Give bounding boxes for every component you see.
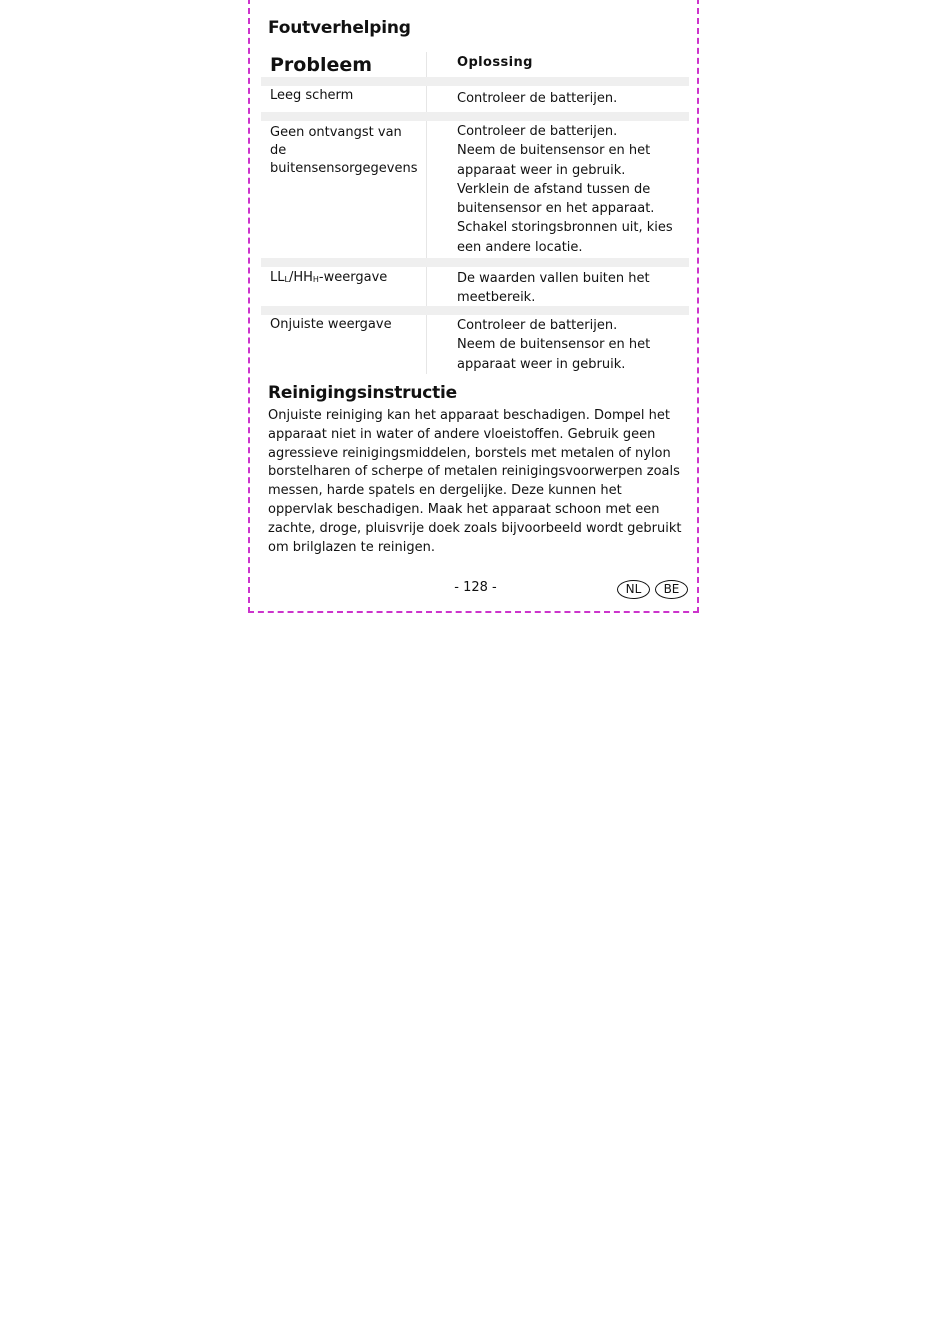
problem-text-part: -weergave [318,270,388,285]
solution-line: Neem de buitensensor en het apparaat weer in gebruik. [457,337,651,372]
problem-cell: Geen ontvangst van de buitensensorgegevens [261,121,427,258]
solution-line: De waarden vallen buiten het meetbereik. [457,271,650,306]
header-solution: Oplossing [457,55,533,70]
troubleshooting-heading: Foutverhelping [268,18,411,38]
solution-line: Controleer de batterijen. [457,124,618,139]
subscript-h: H [312,275,319,284]
table-row [261,121,689,258]
solution-cell [427,86,689,112]
solution-cell [427,121,689,258]
problem-text-part: LL [270,270,285,285]
row-separator [261,112,689,121]
country-badge-nl: NL [617,580,650,599]
row-separator [261,258,689,267]
country-badges [617,580,688,599]
solution-line: Schakel storingsbronnen uit, kies een andere locatie. [457,220,673,255]
troubleshooting-table [261,52,689,374]
table-header-row [261,52,689,77]
table-row [261,315,689,374]
problem-cell [261,267,427,306]
table-row [261,86,689,112]
problem-cell: Onjuiste weergave [261,315,427,374]
solution-line: Controleer de batterijen. [457,318,618,333]
problem-cell: Leeg scherm [261,86,427,112]
solution-cell [427,267,689,306]
solution-line: Controleer de batterijen. [457,91,618,106]
row-separator [261,77,689,86]
subscript-l: L [284,275,289,284]
problem-text-part: /HH [288,270,313,285]
country-badge-be: BE [655,580,688,599]
solution-line: Verklein de afstand tussen de buitensensor en het apparaat. [457,181,655,217]
page-number: - 128 - [454,580,497,595]
solution-line: Neem de buitensensor en het apparaat weer in gebruik. [457,143,651,178]
table-row [261,267,689,306]
solution-cell [427,315,689,374]
cleaning-heading: Reinigingsinstructie [268,383,457,403]
header-problem: Probleem [261,52,427,77]
manual-page [248,0,699,613]
cleaning-paragraph: Onjuiste reiniging kan het apparaat beschadigen. Dompel het apparaat niet in water of andere vloeistoffen. Gebruik geen agressieve reinigingsmiddelen, borstels met metalen of nylon borstelharen of scherpe of metalen reinigingsvoorwerpen zoals messen, harde spatels en dergelijke. Deze kunnen het oppervlak beschadigen. Maak het apparaat schoon met een zachte, droge, pluisvrije doek zoals bijvoorbeeld wordt gebruikt om brilglazen te reinigen. [268,408,682,555]
